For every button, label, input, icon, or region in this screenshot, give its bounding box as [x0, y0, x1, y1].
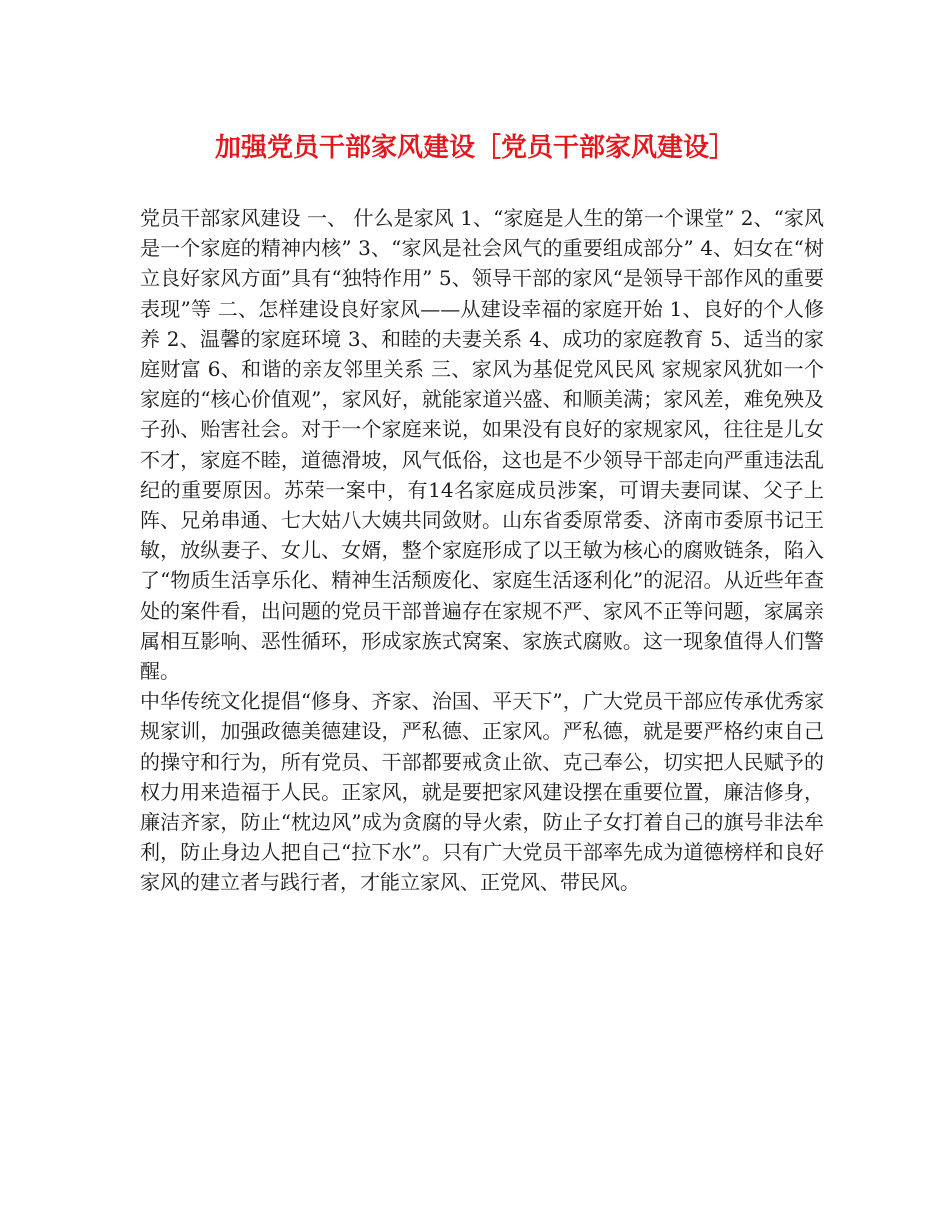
body-paragraph-2: 中华传统文化提倡“修身、齐家、治国、平天下”，广大党员干部应传承优秀家规家训，加强政德美德建设，严私德、正家风。严私德，就是要严格约束自己的操守和行为，所有党员、干部都要戒贪止欲、克己奉公，切实把人民赋予的权力用来造福于人民。正家风，就是要把家风建设摆在重要位置，廉洁修身，廉洁齐家，防止“枕边风”成为贪腐的导火索，防止子女打着自己的旗号非法牟利，防止身边人把自己“拉下水”。只有广大党员干部率先成为道德榜样和良好家风的建立者与践行者，才能立家风、正党风、带民风。: [140, 689, 824, 895]
document-body: [140, 203, 824, 898]
document-title: 加强党员干部家风建设［党员干部家风建设］: [214, 133, 735, 163]
body-paragraph-1: 党员干部家风建设 一、 什么是家风 1、“家庭是人生的第一个课堂” 2、“家风是一个家庭的精神内核” 3、“家风是社会风气的重要组成部分” 4、妇女在“树立良好家风方面”具有“独特作用” 5、领导干部的家风“是领导干部作风的重要表现”等 二、怎样建设良好家风——从建设幸福的家庭开始 1、良好的个人修养 2、温馨的家庭环境 3、和睦的夫妻关系 4、成功的家庭教育 5、适当的家庭财富 6、和谐的亲友邻里关系 三、家风为基促党风民风 家规家风犹如一个家庭的“核心价值观”，家风好，就能家道兴盛、和顺美满；家风差，难免殃及子孙、贻害社会。对于一个家庭来说，如果没有良好的家规家风，往往是儿女不才，家庭不睦，道德滑坡，风气低俗，这也是不少领导干部走向严重违法乱纪的重要原因。苏荣一案中，有14名家庭成员涉案，可谓夫妻同谋、父子上阵、兄弟串通、七大姑八大姨共同敛财。山东省委原常委、济南市委原书记王敏，放纵妻子、女儿、女婿，整个家庭形成了以王敏为核心的腐败链条，陷入了“物质生活享乐化、精神生活颓废化、家庭生活逐利化”的泥沼。从近些年查处的案件看，出问题的党员干部普遍存在家规不严、家风不正等问题，家属亲属相互影响、恶性循环，形成家族式窝案、家族式腐败。这一现象值得人们警醒。: [140, 206, 824, 684]
